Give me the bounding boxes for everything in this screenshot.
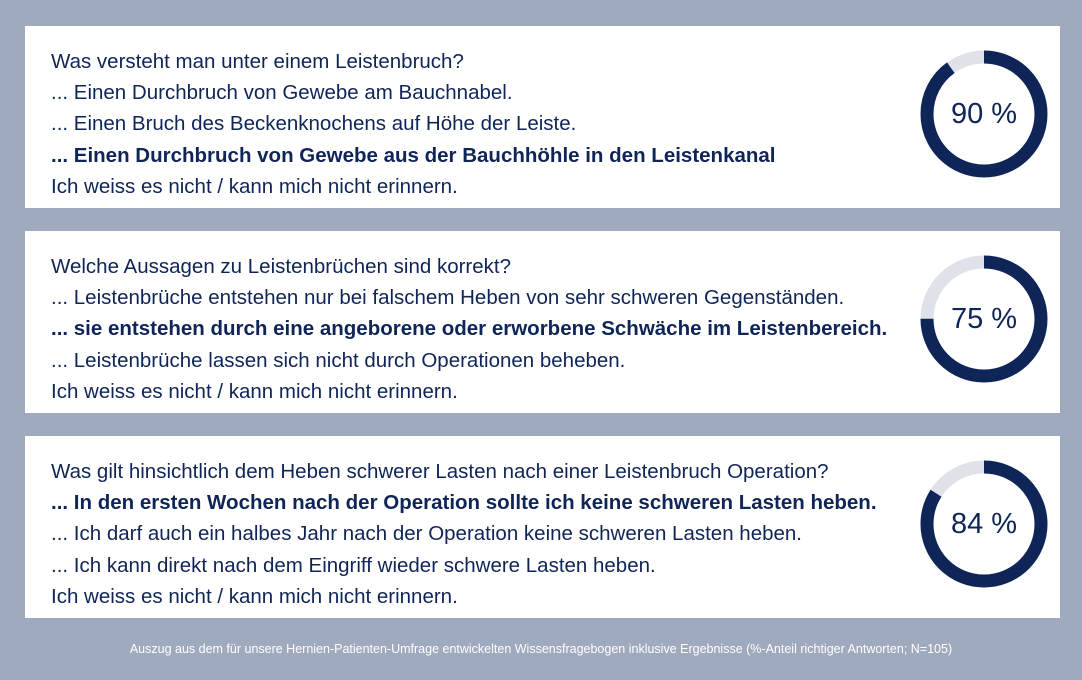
question-card-3 — [25, 436, 1060, 618]
answer-option: Ich weiss es nicht / kann mich nicht erinnern. — [51, 584, 458, 608]
answer-option: ... Ich darf auch ein halbes Jahr nach der Operation keine schweren Lasten heben. — [51, 522, 803, 546]
answer-option: ... Leistenbrüche entstehen nur bei falschem Heben von sehr schweren Gegenständen. — [51, 286, 845, 310]
percent-ring-1 — [920, 50, 1048, 178]
answer-option: Ich weiss es nicht / kann mich nicht erinnern. — [51, 174, 458, 198]
question-block-2 — [51, 251, 931, 407]
question-text: Was versteht man unter einem Leistenbruch? — [51, 50, 464, 73]
footnote: Auszug aus dem für unsere Hernien-Patienten-Umfrage entwickelten Wissensfragebogen inklusive Ergebnisse (%-Anteil richtiger Antworten; N=105) — [129, 642, 953, 656]
question-block-3 — [51, 456, 931, 612]
answer-option-correct: ... sie entstehen durch eine angeborene oder erworbene Schwäche im Leistenbereich. — [51, 317, 888, 341]
answer-option-correct: ... Einen Durchbruch von Gewebe aus der Bauchhöhle in den Leistenkanal — [51, 143, 776, 167]
answer-option: Ich weiss es nicht / kann mich nicht erinnern. — [51, 379, 458, 403]
answer-option: ... Einen Durchbruch von Gewebe am Bauchnabel. — [51, 81, 513, 105]
percent-ring-3 — [920, 460, 1048, 588]
question-card-1 — [25, 26, 1060, 208]
answer-option-correct: ... In den ersten Wochen nach der Operation sollte ich keine schweren Lasten heben. — [51, 491, 877, 515]
answer-option: ... Ich kann direkt nach dem Eingriff wieder schwere Lasten heben. — [51, 553, 656, 577]
percent-value: 75 % — [950, 303, 1018, 335]
percent-ring-2 — [920, 255, 1048, 383]
answer-option: ... Leistenbrüche lassen sich nicht durch Operationen beheben. — [51, 348, 626, 372]
question-text: Welche Aussagen zu Leistenbrüchen sind korrekt? — [51, 255, 512, 278]
answer-option: ... Einen Bruch des Beckenknochens auf Höhe der Leiste. — [51, 112, 577, 136]
percent-value: 84 % — [950, 508, 1018, 540]
question-text: Was gilt hinsichtlich dem Heben schwerer Lasten nach einer Leistenbruch Operation? — [51, 460, 829, 483]
question-card-2 — [25, 231, 1060, 413]
question-block-1 — [51, 46, 931, 202]
percent-value: 90 % — [950, 98, 1018, 130]
